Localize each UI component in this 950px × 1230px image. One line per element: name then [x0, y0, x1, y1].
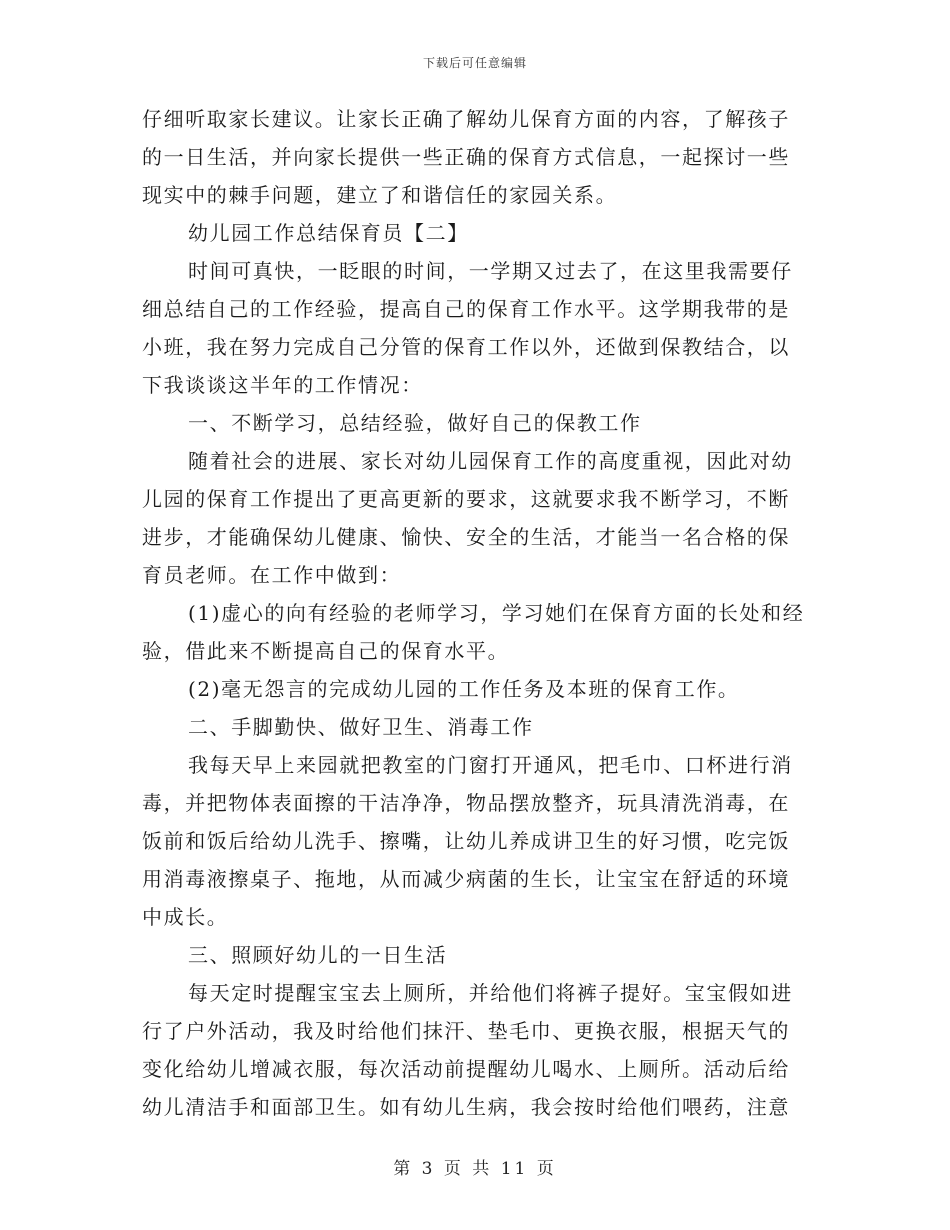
paragraph-start: 每天定时提醒宝宝去上厕所，并给他们将裤子提好。宝宝假如进 — [188, 981, 793, 1005]
paragraph-start: 时间可真快，一眨眼的时间，一学期又过去了，在这里我需要仔 — [188, 259, 793, 283]
text-line: 变化给幼儿增减衣服，每次活动前提醒幼儿喝水、上厕所。活动后给 — [142, 1057, 790, 1081]
text-line: 行了户外活动，我及时给他们抹汗、垫毛巾、更换衣服，根据天气的 — [142, 1019, 790, 1043]
subheading: 一、不断学习，总结经验，做好自己的保教工作 — [188, 411, 642, 435]
text-line: 儿园的保育工作提出了更高更新的要求，这就要求我不断学习，不断 — [142, 487, 790, 511]
text-line: 下我谈谈这半年的工作情况： — [142, 373, 423, 397]
list-item: (1)虚心的向有经验的老师学习，学习她们在保育方面的长处和经 — [188, 601, 805, 625]
text-line: 仔细听取家长建议。让家长正确了解幼儿保育方面的内容，了解孩子 — [142, 107, 790, 131]
text-line: 进步，才能确保幼儿健康、愉快、安全的生活，才能当一名合格的保 — [142, 525, 790, 549]
text-line: 中成长。 — [142, 905, 229, 929]
subheading: 三、照顾好幼儿的一日生活 — [188, 943, 448, 967]
text-line: 育员老师。在工作中做到： — [142, 563, 402, 587]
paragraph-start: 随着社会的进展、家长对幼儿园保育工作的高度重视，因此对幼 — [188, 449, 793, 473]
text-line: 现实中的棘手问题，建立了和谐信任的家园关系。 — [142, 183, 618, 207]
document-body — [142, 100, 805, 1126]
section-title: 幼儿园工作总结保育员【二】 — [188, 221, 469, 245]
text-line: 毒，并把物体表面擦的干洁净净，物品摆放整齐，玩具清洗消毒，在 — [142, 791, 790, 815]
text-line: 幼儿清洁手和面部卫生。如有幼儿生病，我会按时给他们喂药，注意 — [142, 1095, 790, 1119]
text-line: 用消毒液擦桌子、拖地，从而减少病菌的生长，让宝宝在舒适的环境 — [142, 867, 790, 891]
list-item: (2)毫无怨言的完成幼儿园的工作任务及本班的保育工作。 — [188, 677, 740, 701]
text-line: 饭前和饭后给幼儿洗手、擦嘴，让幼儿养成讲卫生的好习惯，吃完饭 — [142, 829, 790, 853]
subheading: 二、手脚勤快、做好卫生、消毒工作 — [188, 715, 534, 739]
text-line: 小班，我在努力完成自己分管的保育工作以外，还做到保教结合，以 — [142, 335, 790, 359]
page-footer: 第 3 页 共 11 页 — [393, 1159, 557, 1179]
page-header: 下载后可任意编辑 — [422, 56, 527, 70]
text-line: 细总结自己的工作经验，提高自己的保育工作水平。这学期我带的是 — [142, 297, 790, 321]
text-line: 的一日生活，并向家长提供一些正确的保育方式信息，一起探讨一些 — [142, 145, 790, 169]
text-line: 验，借此来不断提高自己的保育水平。 — [142, 639, 510, 663]
paragraph-start: 我每天早上来园就把教室的门窗打开通风，把毛巾、口杯进行消 — [188, 753, 793, 777]
